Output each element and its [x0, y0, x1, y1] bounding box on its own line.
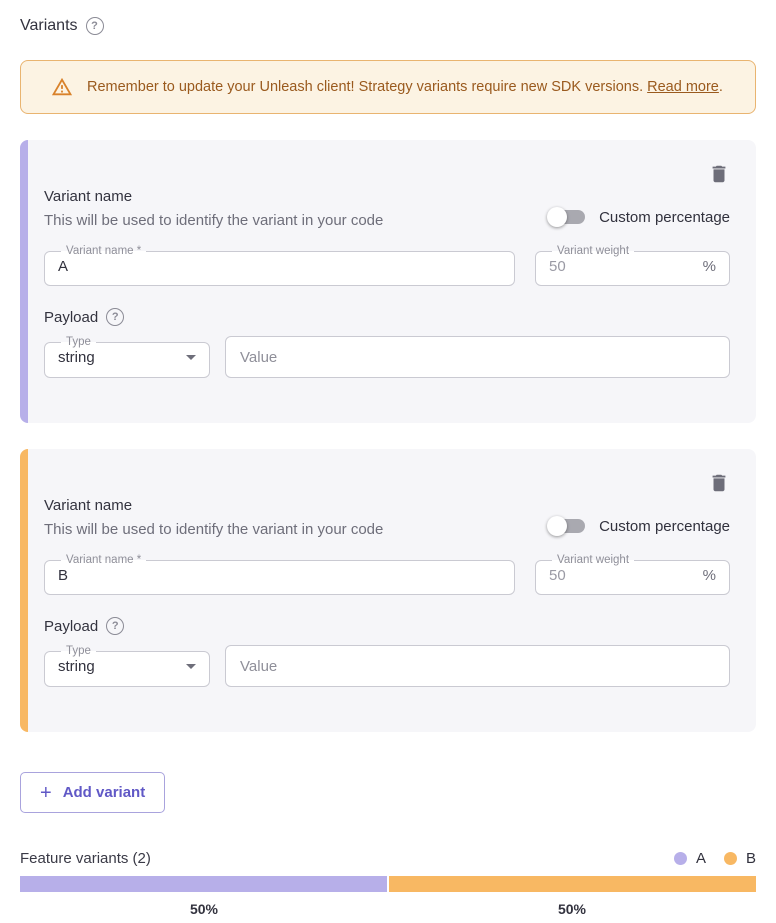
payload-type-label: Type	[66, 645, 91, 657]
weight-bar-segment-a	[20, 876, 387, 892]
payload-value-input[interactable]	[225, 645, 730, 687]
custom-percentage-label: Custom percentage	[599, 208, 730, 226]
variant-name-input[interactable]	[58, 257, 501, 285]
plus-icon: +	[40, 781, 52, 804]
custom-percentage-label: Custom percentage	[599, 517, 730, 535]
delete-variant-button[interactable]	[708, 471, 730, 497]
weight-label-b: 50%	[557, 901, 587, 917]
payload-help-icon[interactable]: ?	[106, 308, 124, 326]
legend-item-a	[674, 850, 706, 867]
toggle-knob	[547, 516, 567, 536]
variant-name-input[interactable]	[58, 566, 501, 594]
variant-name-subtitle: This will be used to identify the variant in your code	[44, 521, 384, 538]
payload-type-value: string	[58, 349, 95, 366]
variant-name-field-label: Variant name *	[66, 554, 142, 566]
feature-variants-summary	[20, 848, 756, 917]
legend-dot-b	[724, 852, 737, 865]
chevron-down-icon	[186, 664, 196, 669]
weight-distribution-bar	[20, 876, 756, 892]
payload-help-icon[interactable]: ?	[106, 617, 124, 635]
weight-bar-segment-b	[389, 876, 756, 892]
payload-type-select[interactable]	[44, 645, 210, 687]
variant-a-heading	[44, 188, 383, 229]
variant-b-accent-strip	[20, 449, 28, 732]
variant-a-body	[28, 140, 756, 423]
percent-suffix: %	[702, 567, 716, 584]
variant-card-a	[20, 140, 756, 423]
variant-card-b	[20, 449, 756, 732]
variant-weight-input[interactable]	[549, 566, 703, 594]
legend-label-a: A	[695, 849, 706, 867]
variant-b-heading	[44, 497, 383, 538]
variants-legend	[674, 850, 756, 867]
custom-percentage-control	[547, 206, 730, 228]
sdk-warning-banner	[20, 60, 756, 114]
legend-dot-a	[674, 852, 687, 865]
payload-label: Payload	[44, 617, 99, 635]
legend-item-b	[724, 850, 756, 867]
custom-percentage-toggle[interactable]	[547, 206, 587, 228]
payload-type-select[interactable]	[44, 336, 210, 378]
warning-triangle-icon	[51, 76, 73, 98]
variant-a-accent-strip	[20, 140, 28, 423]
read-more-link[interactable]: Read more	[647, 79, 719, 95]
feature-variants-title: Feature variants (2)	[20, 849, 151, 867]
banner-message: Remember to update your Unleash client! Strategy variants require new SDK versions.	[87, 79, 644, 95]
banner-text	[87, 79, 723, 95]
delete-variant-button[interactable]	[708, 162, 730, 188]
toggle-knob	[547, 207, 567, 227]
variant-weight-input[interactable]	[549, 257, 703, 285]
variants-help-icon[interactable]: ?	[86, 17, 104, 35]
variant-weight-field-label: Variant weight	[557, 554, 630, 566]
page-title: Variants	[20, 17, 78, 34]
trash-icon	[708, 163, 730, 185]
variant-name-field	[44, 245, 515, 286]
legend-label-b: B	[745, 849, 756, 867]
page-header	[20, 14, 756, 38]
variant-b-body	[28, 449, 756, 732]
payload-type-value: string	[58, 658, 95, 675]
chevron-down-icon	[186, 355, 196, 360]
payload-value-input[interactable]	[225, 336, 730, 378]
variant-weight-field	[535, 554, 730, 595]
weight-label-a: 50%	[189, 901, 219, 917]
variant-name-field-label: Variant name *	[66, 245, 142, 257]
add-variant-label: Add variant	[62, 784, 146, 801]
variant-name-heading: Variant name	[44, 188, 133, 205]
banner-suffix: .	[718, 79, 723, 95]
variant-name-subtitle: This will be used to identify the variant in your code	[44, 212, 384, 229]
variant-weight-field	[535, 245, 730, 286]
add-variant-button[interactable]	[20, 772, 165, 813]
weight-labels	[20, 901, 756, 917]
trash-icon	[708, 472, 730, 494]
custom-percentage-toggle[interactable]	[547, 515, 587, 537]
percent-suffix: %	[702, 258, 716, 275]
variant-weight-field-label: Variant weight	[557, 245, 630, 257]
payload-label: Payload	[44, 308, 99, 326]
payload-type-label: Type	[66, 336, 91, 348]
custom-percentage-control	[547, 515, 730, 537]
variant-name-field	[44, 554, 515, 595]
variant-name-heading: Variant name	[44, 497, 133, 514]
